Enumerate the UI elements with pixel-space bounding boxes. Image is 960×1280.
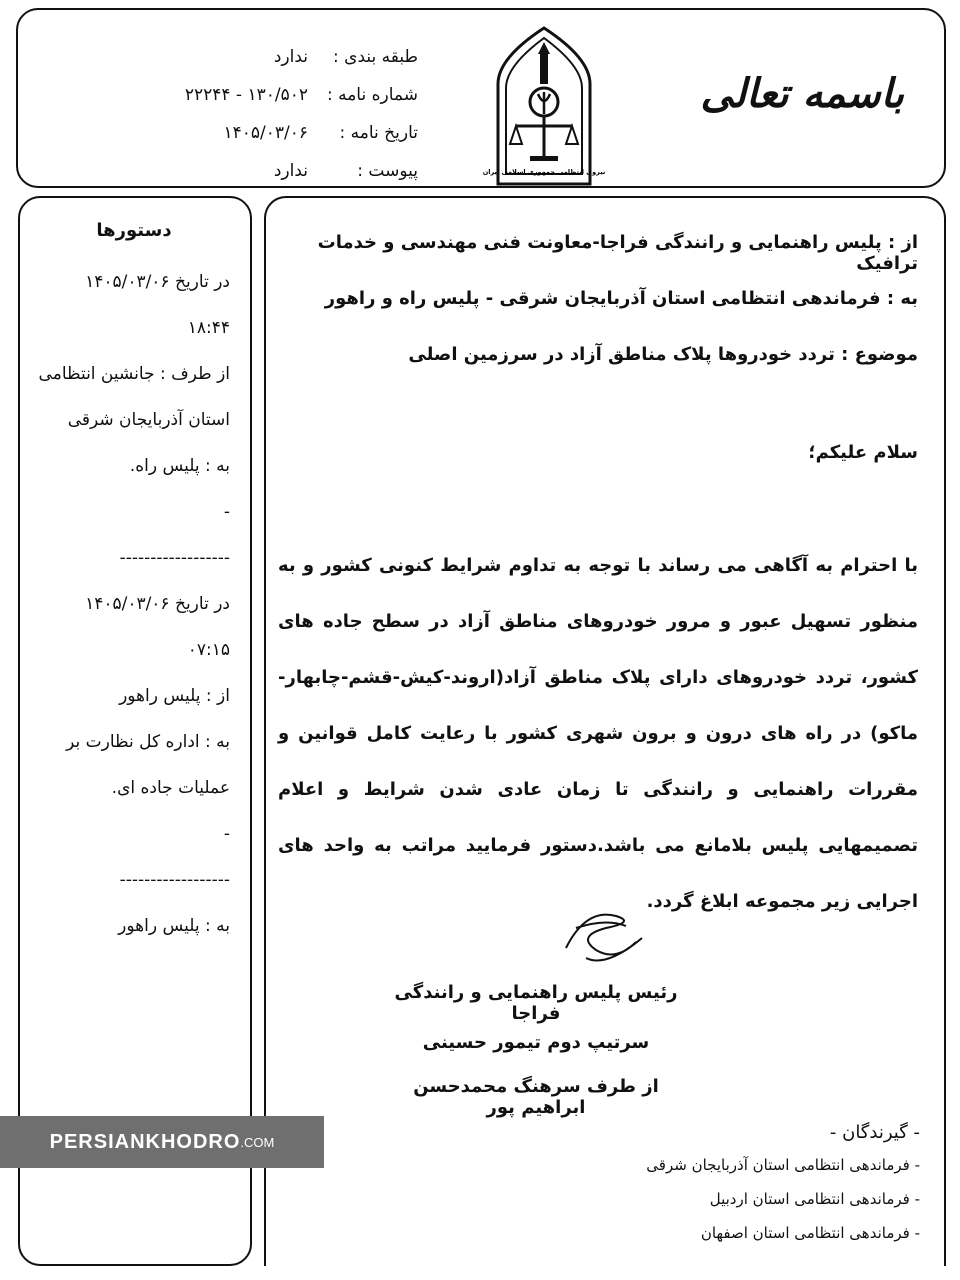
meta-row-classification: طبقه بندی : ندارد (273, 47, 418, 67)
cc-title: - گیرندگان - (829, 1122, 920, 1143)
site-watermark (0, 1116, 324, 1168)
letter-body-panel (264, 196, 946, 1266)
order-entry-2: در تاریخ ۱۴۰۵/۰۳/۰۶ ۰۷:۱۵ از : پلیس راهور به : اداره کل نظارت بر عملیات جاده ای. - (66, 594, 230, 844)
signature-icon (546, 898, 656, 978)
letter-from: از : پلیس راهنمایی و رانندگی فراجا-معاونت فنی مهندسی و خدمات ترافیک (317, 232, 918, 274)
meta-row-letter-date: تاریخ نامه : ۱۴۰۵/۰۳/۰۶ (223, 123, 418, 143)
order-entry-1: در تاریخ ۱۴۰۵/۰۳/۰۶ ۱۸:۴۴ از طرف : جانشین انتظامی استان آذربایجان شرقی به : پلیس راه. - (38, 272, 230, 522)
police-emblem-icon (482, 24, 606, 186)
letter-header (16, 8, 946, 188)
cc-item: - فرماندهی انتظامی استان اصفهان (700, 1224, 920, 1242)
emblem-caption: نیروی انتظامی جمهوری اسلامی ایران (482, 168, 606, 176)
letter-metadata (98, 38, 418, 190)
signer-on-behalf: از طرف سرهنگ محمدحسن ابراهیم پور (413, 1076, 659, 1118)
orders-title: دستورها (96, 220, 172, 241)
order-separator: ------------------ (119, 870, 230, 890)
watermark-brand: PERSIANKHODRO (49, 1130, 241, 1153)
order-separator: ------------------ (119, 548, 230, 568)
watermark-suffix: .COM (240, 1134, 275, 1150)
order-entry-3: به : پلیس راهور (118, 916, 230, 936)
orders-sidebar (18, 196, 252, 1266)
meta-row-attachment: پیوست : ندارد (273, 161, 418, 181)
cc-item: - فرماندهی انتظامی استان اردبیل (709, 1190, 920, 1208)
signer-title: رئیس پلیس راهنمایی و رانندگی فراجا (394, 982, 678, 1024)
letter-to: به : فرماندهی انتظامی استان آذربایجان شرقی - پلیس راه و راهور (324, 288, 918, 309)
letter-greeting: سلام علیکم؛ (808, 442, 918, 463)
signer-name: سرتیپ دوم تیمور حسینی (422, 1032, 650, 1053)
basmala-calligraphy: باسمه تعالی (700, 70, 904, 117)
letter-body-text: با احترام به آگاهی می رساند با توجه به تداوم شرایط کنونی کشور و به منظور تسهیل عبور و مرور خودروهای مناطق آزاد در سطح جاده های کشور، تردد خودروهای دارای پلاک مناطق آزاد(اروند-کیش-قشم-چابهار-ماکو) در راه های درون و برون شهری کشور با رعایت کامل قوانین و مقررات راهنمایی و رانندگی تا زمان عادی شدن شرایط و اعلام تصمیمهایی پلیس بلامانع می باشد.دستور فرمایید مراتب به واحد های اجرایی زیر مجموعه ابلاغ گردد. (278, 555, 918, 912)
cc-item: - فرماندهی انتظامی استان آذربایجان شرقی (646, 1156, 920, 1174)
letter-subject: موضوع : تردد خودروها پلاک مناطق آزاد در سرزمین اصلی (408, 344, 918, 365)
meta-row-letter-number: شماره نامه : ۱۳۰/۵۰۲ - ۲۲۲۴۴ (184, 85, 418, 105)
